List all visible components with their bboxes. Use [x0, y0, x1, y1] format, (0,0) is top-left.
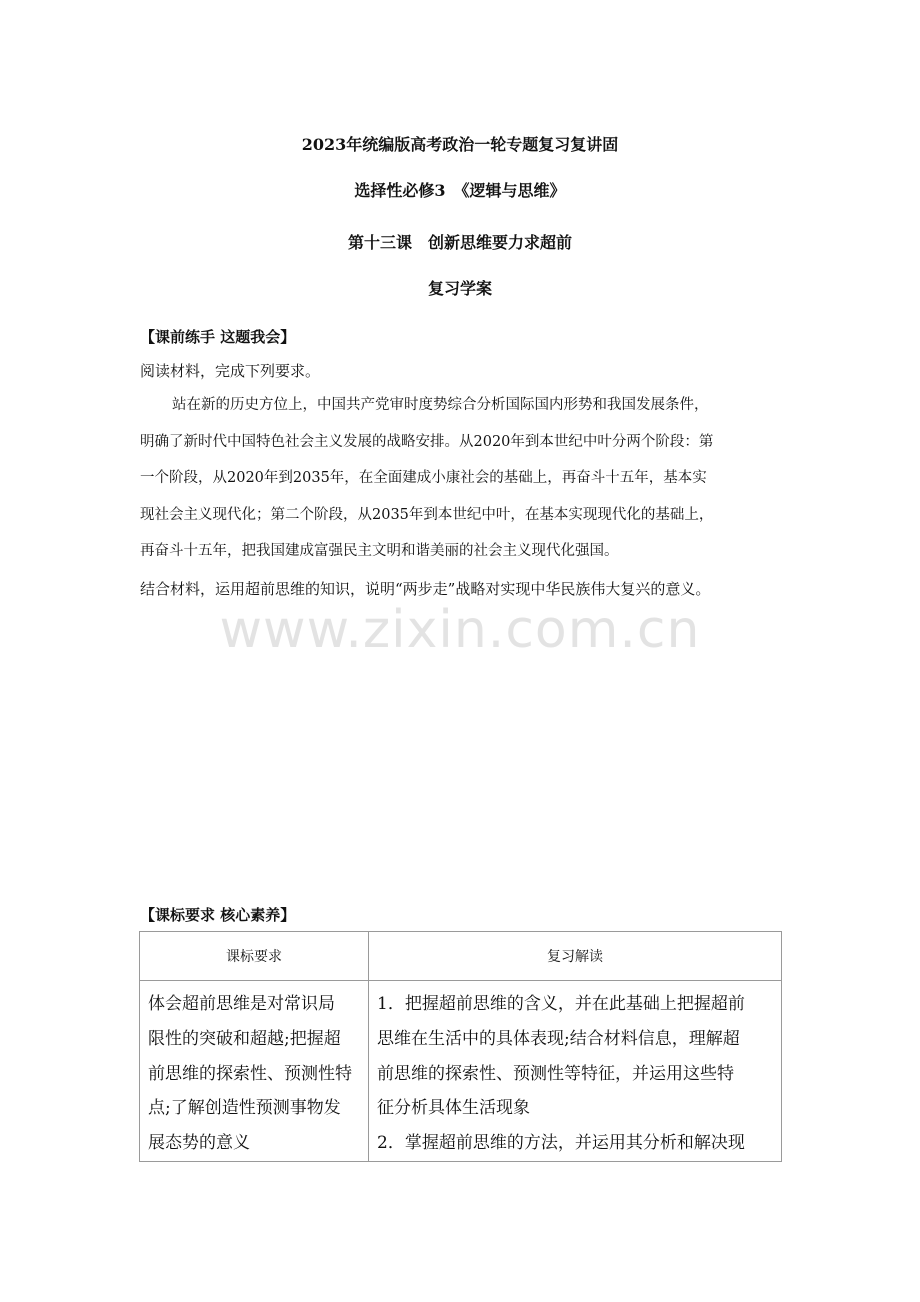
- material-line: 一个阶段，从2020年到2035年，在全面建成小康社会的基础上，再奋斗十五年，基本实: [140, 470, 707, 487]
- standards-heading: 【课标要求 核心素养】: [140, 906, 296, 924]
- cell-line: 点;了解创造性预测事物发: [148, 1098, 341, 1119]
- practice-heading: 【课前练手 这题我会】: [140, 328, 296, 346]
- watermark: www.zixin.com.cn: [219, 600, 701, 660]
- col-header-interpretation: 复习解读: [369, 932, 782, 981]
- material-line: 再奋斗十五年，把我国建成富强民主文明和谐美丽的社会主义现代化强国。: [140, 543, 619, 560]
- table-header-row: [140, 932, 782, 981]
- material-line: 明确了新时代中国特色社会主义发展的战略安排。从2020年到本世纪中叶分两个阶段：第: [140, 433, 714, 450]
- cell-line: 展态势的意义: [148, 1133, 250, 1154]
- cell-line: 限性的突破和超越;把握超: [148, 1028, 341, 1049]
- cell-line: 征分析具体生活现象: [377, 1098, 530, 1119]
- material-line: 站在新的历史方位上，中国共产党审时度势综合分析国际国内形势和我国发展条件，: [172, 397, 709, 413]
- doc-subtitle-lesson: 第十三课 创新思维要力求超前: [347, 233, 572, 252]
- cell-line: 体会超前思维是对常识局: [148, 994, 335, 1014]
- material-paragraph: [140, 387, 780, 570]
- doc-subtitle-type: 复习学案: [427, 279, 492, 298]
- doc-title: 2023年统编版高考政治一轮专题复习复讲固: [301, 135, 619, 154]
- practice-instruction: 阅读材料，完成下列要求。: [140, 362, 321, 380]
- cell-line: 前思维的探索性、预测性特: [148, 1063, 352, 1084]
- table-row: [140, 981, 782, 1162]
- standards-table: [139, 931, 782, 1162]
- doc-subtitle-module: 选择性必修3 《逻辑与思维》: [354, 181, 566, 200]
- cell-line: 前思维的探索性、预测性等特征，并运用这些特: [377, 1063, 734, 1084]
- cell-line: 1．把握超前思维的含义，并在此基础上把握超前: [377, 994, 745, 1014]
- practice-question: 结合材料，运用超前思维的知识，说明“两步走”战略对实现中华民族伟大复兴的意义。: [140, 580, 711, 598]
- cell-line: 2．掌握超前思维的方法，并运用其分析和解决现: [377, 1133, 745, 1154]
- requirements-cell: [140, 981, 369, 1162]
- col-header-requirements: 课标要求: [140, 932, 369, 981]
- material-line: 现社会主义现代化；第二个阶段，从2035年到本世纪中叶，在基本实现现代化的基础上，: [140, 506, 714, 523]
- cell-line: 思维在生活中的具体表现;结合材料信息，理解超: [377, 1028, 740, 1049]
- interpretation-cell: [369, 981, 782, 1162]
